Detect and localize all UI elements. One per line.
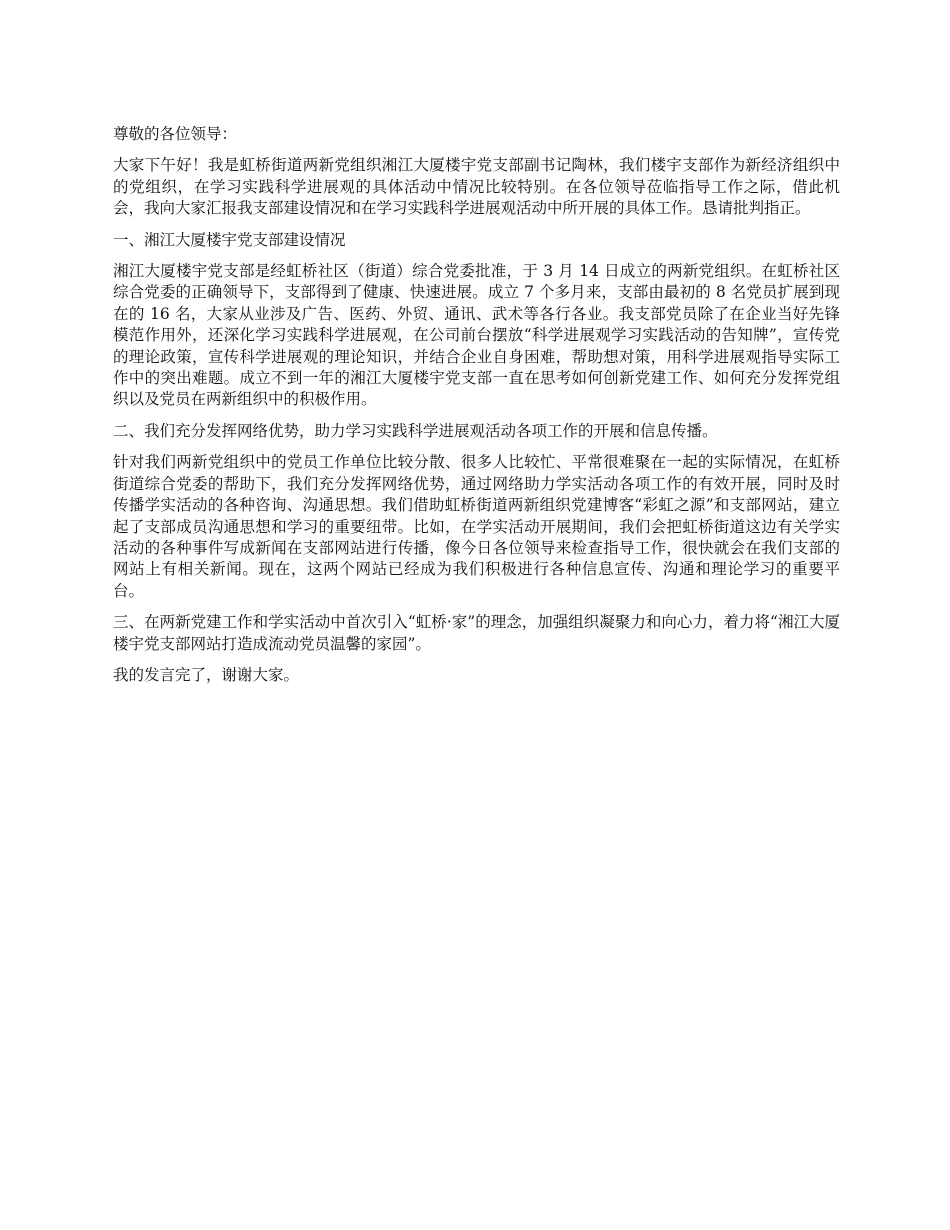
paragraph-intro: 大家下午好！我是虹桥街道两新党组织湘江大厦楼宇党支部副书记陶林，我们楼宇支部作为新经济组织中的党组织，在学习实践科学进展观的具体活动中情况比较特别。在各位领导莅临指导工作之际，借此机会，我向大家汇报我支部建设情况和在学习实践科学进展观活动中所开展的具体工作。恳请批判指正。: [113, 156, 840, 218]
paragraph-branch-building: 湘江大厦楼宇党支部是经虹桥社区（街道）综合党委批准，于 3 月 14 日成立的两新党组织。在虹桥社区综合党委的正确领导下，支部得到了健康、快速进展。成立 7 个多月来，支部由最初的 8 名党员扩展到现在的 16 名，大家从业涉及广告、医药、外贸、通讯、武术等各行各业。我支部党员除了在企业当好先锋模范作用外，还深化学习实践科学进展观，在公司前台摆放“科学进展观学习实践活动的告知牌”，宣传党的理论政策，宣传科学进展观的理论知识，并结合企业自身困难，帮助想对策，用科学进展观指导实际工作中的突出难题。成立不到一年的湘江大厦楼宇党支部一直在思考如何创新党建工作、如何充分发挥党组织以及党员在两新组织中的积极作用。: [113, 262, 840, 409]
section-heading-1: 一、湘江大厦楼宇党支部建设情况: [113, 230, 346, 249]
section-heading-3: 三、在两新党建工作和学实活动中首次引入“虹桥·家”的理念，加强组织凝聚力和向心力，着力将“湘江大厦楼宇党支部网站打造成流动党员温馨的家园”。: [113, 613, 840, 653]
closing-remark: 我的发言完了，谢谢大家。: [113, 665, 300, 684]
greeting: 尊敬的各位领导：: [113, 125, 238, 143]
section-heading-2: 二、我们充分发挥网络优势，助力学习实践科学进展观活动各项工作的开展和信息传播。: [113, 421, 718, 440]
paragraph-network: 针对我们两新党组织中的党员工作单位比较分散、很多人比较忙、平常很难聚在一起的实际情况，在虹桥街道综合党委的帮助下，我们充分发挥网络优势，通过网络助力学实活动各项工作的有效开展，同时及时传播学实活动的各种咨询、沟通思想。我们借助虹桥街道两新组织党建博客“彩虹之源”和支部网站，建立起了支部成员沟通思想和学习的重要纽带。比如，在学实活动开展期间，我们会把虹桥街道这边有关学实活动的各种事件写成新闻在支部网站进行传播，像今日各位领导来检查指导工作，很快就会在我们支部的网站上有相关新闻。现在，这两个网站已经成为我们积极进行各种信息宣传、沟通和理论学习的重要平台。: [113, 453, 840, 600]
document-page: [113, 124, 840, 696]
